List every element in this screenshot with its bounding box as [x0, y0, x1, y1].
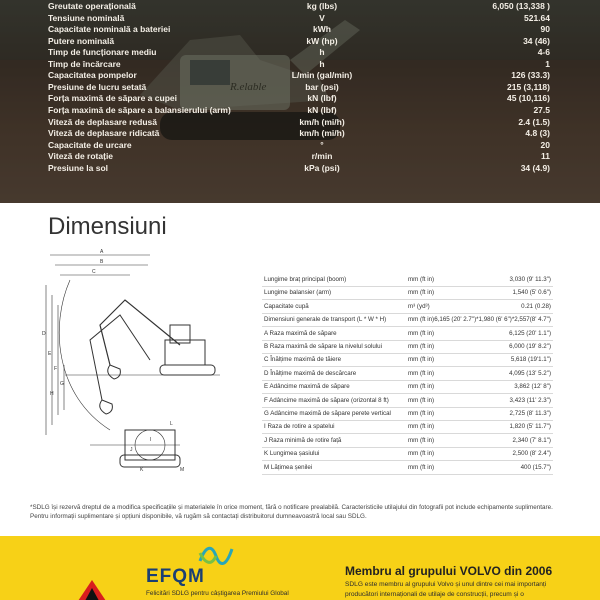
spec-unit: kN (lbf) — [307, 104, 337, 115]
spec-unit: km/h (mi/h) — [299, 128, 345, 139]
specs-banner — [0, 0, 600, 203]
dimension-label: Capacitate cupă — [264, 302, 309, 310]
dimension-row — [262, 340, 553, 354]
dimension-label: D Înălțime maximă de descărcare — [264, 369, 357, 377]
dimension-row — [262, 367, 553, 381]
warning-triangle-icon — [72, 580, 112, 600]
dimension-label: J Raza minimă de rotire față — [264, 436, 342, 444]
spec-unit: h — [319, 58, 325, 69]
spec-unit: kW (hp) — [306, 35, 338, 46]
dimension-unit: mm (ft in) — [408, 369, 435, 377]
dimension-unit: mm (ft in) — [408, 463, 435, 471]
spec-value: 4-6 — [537, 47, 550, 58]
dimension-value: 6,125 (20' 1.1") — [509, 329, 551, 337]
spec-label: Tensiune nominală — [48, 12, 125, 23]
spec-label: Timp de încărcare — [48, 58, 121, 69]
spec-unit: L/min (gal/min) — [291, 70, 353, 81]
drawing-letter: G — [60, 381, 64, 387]
dimension-label: Lungime balansier (arm) — [264, 289, 332, 297]
dimension-unit: m³ (yd³) — [408, 302, 430, 310]
spec-value: 215 (3,118) — [506, 81, 550, 92]
spec-label: Presiune la sol — [48, 162, 108, 173]
spec-label: Presiune de lucru setată — [48, 81, 147, 92]
spec-value: 2.4 (1.5) — [518, 116, 550, 127]
dimension-value: 1,820 (5' 11.7") — [509, 423, 551, 431]
drawing-letter: J — [130, 447, 133, 453]
dimension-label: E Adâncime maximă de săpare — [264, 383, 350, 391]
spec-value: 11 — [541, 151, 550, 162]
dimension-row — [262, 313, 553, 327]
dimension-unit: mm (ft in) — [408, 343, 435, 350]
spec-unit: kg (lbs) — [306, 1, 338, 11]
dimension-row — [262, 353, 553, 367]
dimension-label: F Adâncime maximă de săpare (orizontal 8 ft) — [264, 396, 389, 404]
spec-value: 45 (10,116) — [506, 93, 550, 104]
dimension-row — [262, 394, 553, 408]
drawing-letter: F — [54, 366, 58, 372]
drawing-letter: B — [100, 259, 104, 265]
dimension-label: C Înălțime maximă de tăiere — [264, 356, 342, 364]
spec-value: 6,050 (13,338 ) — [492, 1, 550, 11]
dimension-label: A Raza maximă de săpare — [264, 329, 337, 337]
dimension-row — [262, 461, 553, 475]
dimension-label: Dimensiuni generale de transport (L * W * H) — [264, 316, 387, 324]
dimension-value: 3,862 (12' 8") — [514, 383, 551, 391]
dimension-label: G Adâncime maximă de săpare perete vertical — [264, 410, 391, 417]
dimension-unit: mm (ft in) — [408, 436, 435, 444]
dimension-row — [262, 300, 553, 314]
efqm-logo-text: EFQM — [146, 566, 205, 587]
drawing-letter: E — [48, 351, 52, 357]
drawing-letter: C — [92, 269, 96, 275]
dimension-value: 5,618 (19'1.1") — [510, 356, 551, 364]
spec-row — [0, 163, 600, 176]
dimension-unit: mm (ft in) — [408, 423, 435, 431]
spec-value: 27.5 — [533, 104, 550, 115]
spec-label: Putere nominală — [48, 35, 115, 46]
drawing-letter: I — [150, 437, 152, 443]
volvo-title: Membru al grupului VOLVO din 2006 — [345, 564, 553, 578]
spec-value: 20 — [540, 139, 550, 150]
spec-label: Forța maximă de săpare a cupei — [48, 93, 177, 104]
dimension-unit: mm (ft in) — [408, 289, 435, 297]
volvo-text: SDLG este membru al grupului Volvo și unul dintre cei mai importanți producători internaționali de utilaje de construcții, precum și o — [345, 581, 547, 598]
spec-unit: kN (lbf) — [307, 93, 337, 104]
dimension-value: 3,030 (9' 11.3") — [509, 276, 551, 283]
spec-value: 126 (33.3) — [511, 70, 550, 81]
dimension-value: 1,540 (5' 0.6") — [512, 289, 551, 297]
dimension-unit: mm (ft in) — [408, 450, 435, 458]
dimension-unit: mm (ft in) — [408, 410, 435, 417]
drawing-letter: M — [180, 467, 185, 473]
dimension-value: 0.21 (0.28) — [521, 302, 551, 310]
dimension-row — [262, 327, 553, 341]
spec-unit: h — [319, 47, 325, 58]
spec-unit: km/h (mi/h) — [299, 116, 345, 127]
dimension-row — [262, 273, 553, 287]
dimension-value: 3,423 (11' 2.3") — [509, 396, 551, 404]
drawing-letter: A — [100, 249, 104, 255]
spec-unit: ° — [320, 139, 324, 150]
dimension-value: 6,000 (19' 8.2") — [509, 343, 551, 350]
dimension-label: K Lungimea șasiului — [264, 450, 320, 458]
dimension-row — [262, 380, 553, 394]
spec-label: Viteză de rotație — [48, 151, 114, 162]
dimension-row — [262, 434, 553, 448]
spec-value: 34 (46) — [523, 35, 550, 46]
spec-unit: V — [319, 12, 325, 23]
dimension-unit: mm (ft in) — [408, 383, 435, 391]
spec-value: 90 — [540, 24, 550, 35]
dimensions-title: Dimensiuni — [48, 213, 167, 240]
drawing-letter: K — [140, 467, 144, 473]
dimension-unit: mm (ft in) — [408, 316, 435, 324]
dimension-label: B Raza maximă de săpare la nivelul solului — [264, 343, 382, 350]
dimension-label: Lungime braț principal (boom) — [264, 276, 347, 283]
spec-label: Capacitate de urcare — [48, 139, 132, 150]
spec-value: 4.8 (3) — [525, 128, 550, 139]
disclaimer-note: *SDLG își rezervă dreptul de a modifica specificațiile și materialele în orice moment, fără o notificare prealabilă. Caracteristicile utilajului din fotografii pot include echipamente suplimentare. Pentru informații suplimentare și opțiuni disponibile, vă rugăm să contactați distribuitorul dumneavoastră local sau SDLG. — [30, 504, 553, 520]
spec-label: Viteză de deplasare ridicată — [48, 128, 160, 139]
dimension-unit: mm (ft in) — [408, 276, 435, 283]
dimension-value: 2,500 (8' 2.4") — [512, 450, 551, 458]
spec-label: Capacitatea pompelor — [48, 70, 137, 81]
machine-branding: R.elable — [230, 81, 267, 93]
drawing-letter: H — [50, 391, 54, 397]
spec-value: 1 — [545, 58, 550, 69]
spec-label: Viteză de deplasare redusă — [48, 116, 157, 127]
spec-unit: kPa (psi) — [304, 162, 340, 173]
spec-value: 521.64 — [524, 12, 550, 23]
drawing-letter: D — [42, 331, 46, 337]
dimension-value: 4,095 (13' 5.2") — [509, 369, 551, 377]
spec-unit: r/min — [311, 151, 333, 162]
spec-label: Capacitate nominală a bateriei — [48, 24, 171, 35]
drawing-letter: L — [170, 421, 173, 427]
dimension-value: 400 (15.7") — [520, 463, 551, 471]
dimension-unit: mm (ft in) — [408, 396, 435, 404]
dimension-unit: mm (ft in) — [408, 356, 435, 364]
dimension-value: 2,340 (7' 8.1") — [512, 436, 551, 444]
dimensions-drawing — [30, 245, 230, 475]
dimension-row — [262, 286, 553, 300]
dimension-value: 6,165 (20' 2.7")*1,980 (6' 6")*2,557(8' 4.7") — [434, 316, 551, 324]
dimension-row — [262, 447, 553, 461]
efqm-caption: Felicitări SDLG pentru câștigarea Premiului Global — [146, 590, 289, 597]
dimension-row — [262, 420, 553, 434]
spec-value: 34 (4.9) — [520, 162, 550, 173]
dimension-unit: mm (ft in) — [408, 329, 435, 337]
spec-label: Forța maximă de săpare a balansierului (arm) — [48, 104, 231, 115]
spec-unit: kWh — [313, 24, 331, 35]
dimension-label: I Raza de rotire a spatelui — [264, 423, 335, 431]
dimension-label: M Lățimea șenilei — [264, 463, 313, 471]
spec-label: Timp de funcționare mediu — [48, 47, 157, 58]
dimension-row — [262, 407, 553, 421]
footer-banner — [0, 536, 600, 600]
dimension-value: 2,725 (8' 11.3") — [509, 410, 551, 417]
spec-label: Greutate operațională — [48, 1, 136, 11]
spec-unit: bar (psi) — [305, 81, 339, 92]
